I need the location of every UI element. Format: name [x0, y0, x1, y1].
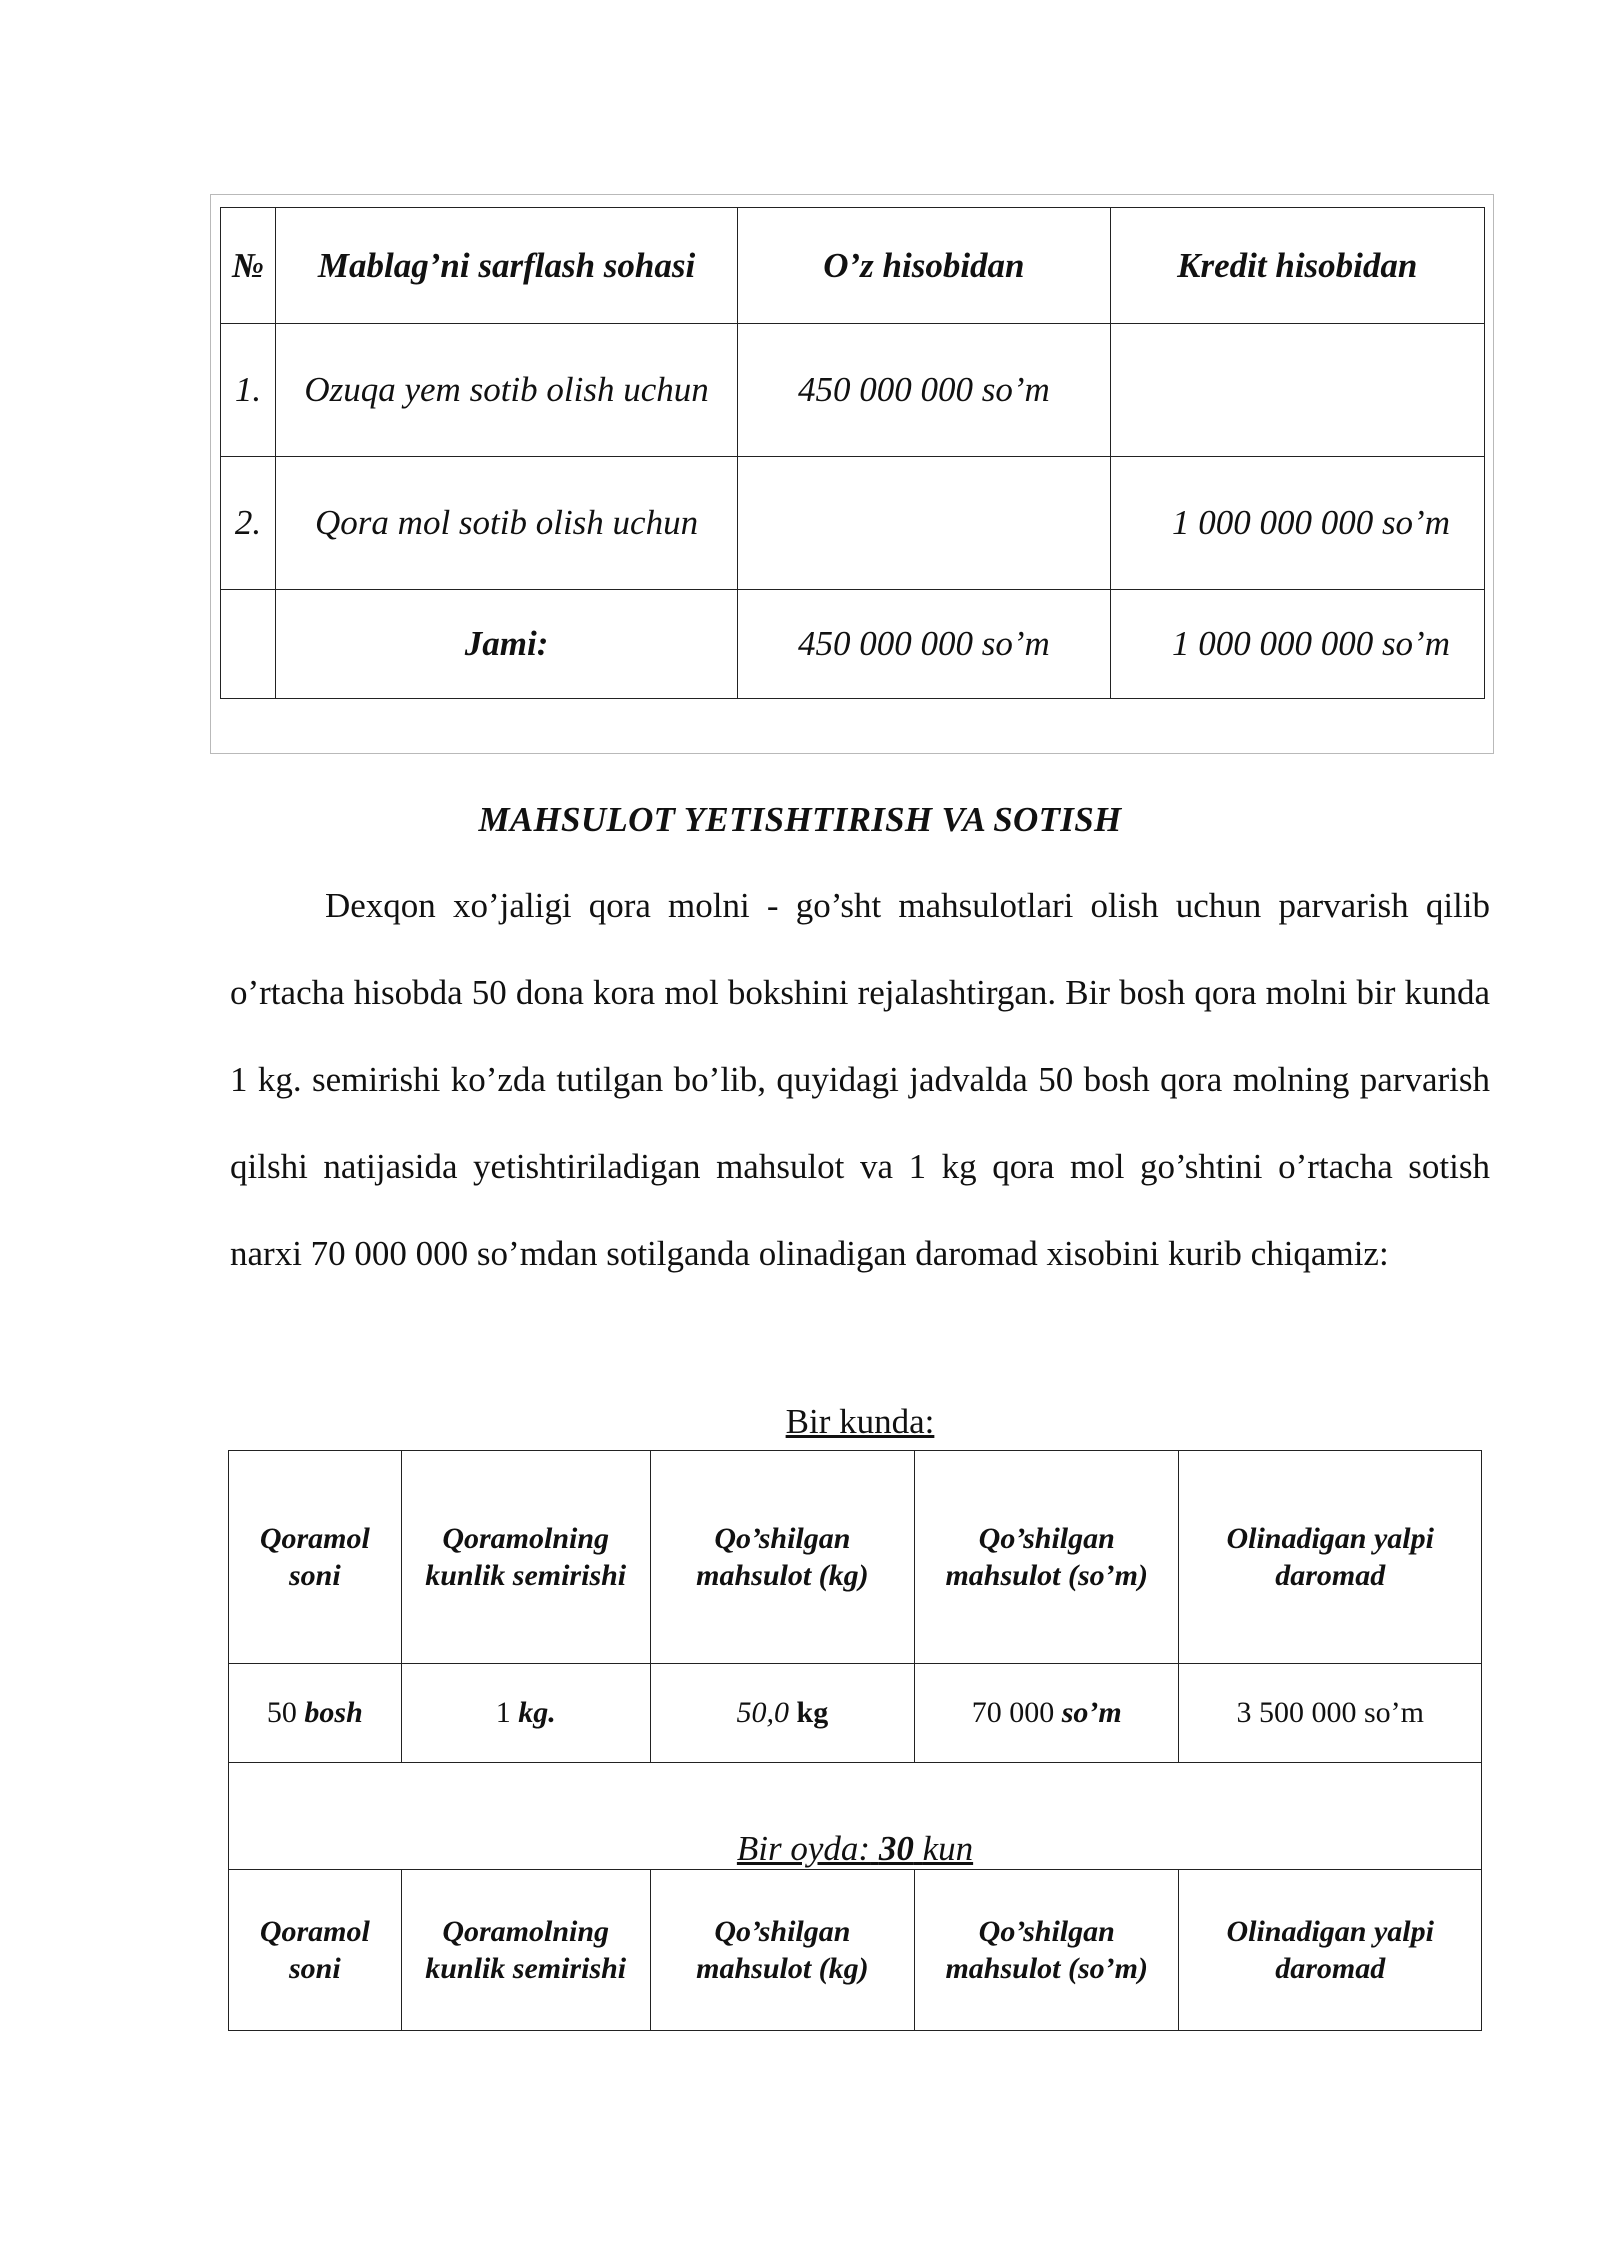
cell-gain: 1 kg. [401, 1664, 650, 1763]
table-row [221, 457, 1485, 590]
col-header-income: Olinadigan yalpi daromad [1179, 1451, 1482, 1664]
row-number: 2. [221, 457, 276, 590]
label-per-day: Bir kunda: [785, 1402, 935, 1441]
table-row [221, 324, 1485, 457]
production-table [228, 1450, 1482, 2031]
cell-count: 50 bosh [229, 1664, 402, 1763]
col-header-product-kg: Qo’shilgan mahsulot (kg) [650, 1870, 914, 2031]
row-credit [1110, 324, 1484, 457]
col-header-count: Qoramol soni [229, 1870, 402, 2031]
row-own [738, 457, 1110, 590]
total-own: 450 000 000 so’m [738, 590, 1110, 699]
col-header-credit: Kredit hisobidan [1110, 208, 1484, 324]
row-area: Qora mol sotib olish uchun [275, 457, 737, 590]
table-header-row [221, 208, 1485, 324]
col-header-number: № [221, 208, 276, 324]
cell-product-som: 70 000 so’m [915, 1664, 1179, 1763]
table-row [229, 1664, 1482, 1763]
col-header-product-som: Qo’shilgan mahsulot (so’m) [915, 1870, 1179, 2031]
col-header-gain: Qoramolning kunlik semirishi [401, 1451, 650, 1664]
col-header-own: O’z hisobidan [738, 208, 1110, 324]
label-row [229, 1763, 1482, 1870]
table-header-row [229, 1870, 1482, 2031]
funding-table [220, 207, 1485, 699]
table-total-row [221, 590, 1485, 699]
col-header-count: Qoramol soni [229, 1451, 402, 1664]
cell-income: 3 500 000 so’m [1179, 1664, 1482, 1763]
col-header-area: Mablag’ni sarflash sohasi [275, 208, 737, 324]
col-header-income: Olinadigan yalpi daromad [1179, 1870, 1482, 2031]
cell-product-kg: 50,0 kg [650, 1664, 914, 1763]
label-per-month: Bir oyda: 30 kun [229, 1763, 1482, 1870]
total-label: Jami: [275, 590, 737, 699]
col-header-product-som: Qo’shilgan mahsulot (so’m) [915, 1451, 1179, 1664]
row-number: 1. [221, 324, 276, 457]
section-title: MAHSULOT YETISHTIRISH VA SOTISH [478, 800, 1122, 839]
total-empty-cell [221, 590, 276, 699]
total-credit: 1 000 000 000 so’m [1110, 590, 1484, 699]
row-area: Ozuqa yem sotib olish uchun [275, 324, 737, 457]
row-own: 450 000 000 so’m [738, 324, 1110, 457]
col-header-gain: Qoramolning kunlik semirishi [401, 1870, 650, 2031]
row-credit: 1 000 000 000 so’m [1110, 457, 1484, 590]
body-paragraph: Dexqon xo’jaligi qora molni - go’sht mahsulotlari olish uchun parvarish qilib o’rtacha hisobda 50 dona kora mol bokshini rejalashtirgan. Bir bosh qora molni bir kunda 1 kg. semirishi ko’zda tutilgan bo’lib, quyidagi jadvalda 50 bosh qora molning parvarish qilshi natijasida yetishtiriladigan mahsulot va 1 kg qora mol go’shtini o’rtacha sotish narxi 70 000 000 so’mdan sotilganda olinadigan daromad xisobini kurib chiqamiz: [230, 886, 1490, 1273]
col-header-product-kg: Qo’shilgan mahsulot (kg) [650, 1451, 914, 1664]
table-header-row [229, 1451, 1482, 1664]
